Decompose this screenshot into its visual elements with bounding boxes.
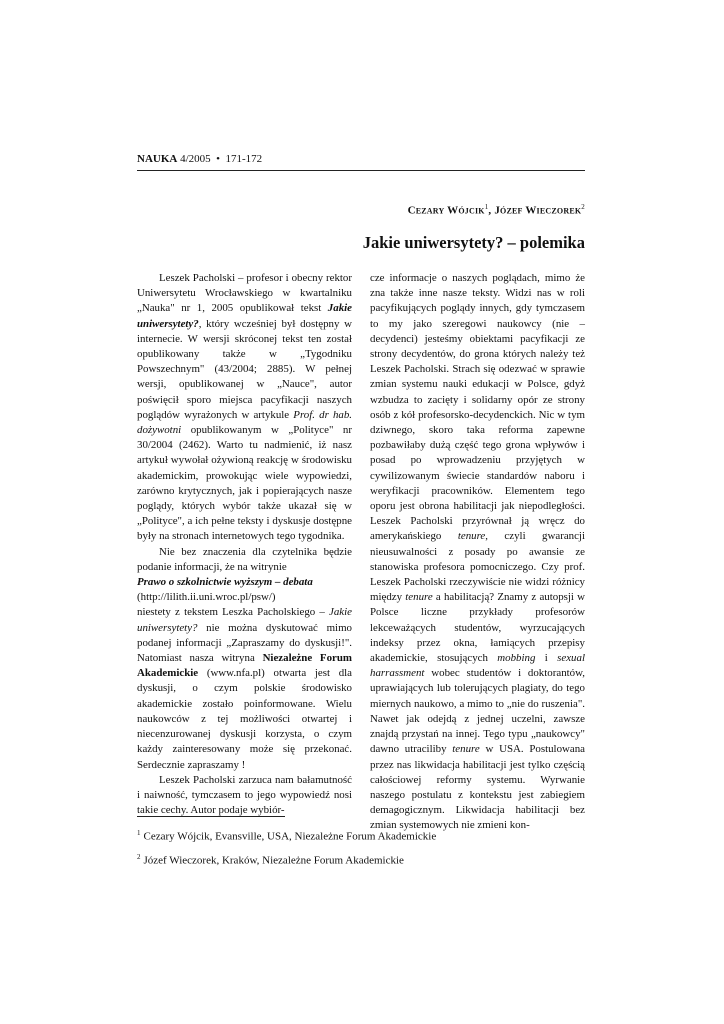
footnote-1-number: 1 xyxy=(137,829,141,837)
p1-text-b: , który wcześniej był dostępny w internecie. W wersji skróconej tekst ten został opublikowany także w „Tygodniku Powszechnym" (43/2004; 2885). W pełnej wersji, opublikowanej w „Nauce", autor poświęcił sporo miejsca pacyfikacji naszych poglądów wyrażonych w artykule xyxy=(137,317,352,421)
p2-cited-title: Jakie uniwersytety? xyxy=(137,606,352,634)
footnote-1-text: Cezary Wójcik, Evansville, USA, Niezależne Forum Akademickie xyxy=(143,830,437,843)
r-text-c: a habilitacją? Znamy z autopsji w Polsce liczne przykłady profesorów lekceważących studentów, wyrzucających indeksy przez okna, łamiących przepisy akademickie, stosujących xyxy=(370,591,585,665)
p2-text-c: nie można dyskutować mimo podanej informacji „Zapraszamy do dyskusji!". Natomiast nasza witryna xyxy=(137,621,352,665)
paragraph-3-continued xyxy=(370,271,585,834)
site-url: (http://lilith.ii.uni.wroc.pl/psw/) xyxy=(137,591,276,604)
p1-text-c: opublikowanym w „Polityce" nr 30/2004 (2462). Warto tu nadmienić, iż nasz artykuł wywołał ożywioną reakcję w środowisku akademickim, prowokując wiele wypowiedzi, zarówno krytycznych, jak i popierających nasze poglądy, których wybór także ukazał się w „Polityce", a ich pełne teksty i dyskusje dostępne były na stronach internetowych tego tygodnika. xyxy=(137,424,352,543)
footnote-rule xyxy=(137,816,285,817)
authors xyxy=(408,203,585,217)
r-text-b: , czyli gwarancji nieusuwalności z posady po awansie ze stanowiska profesora pomocniczego. Czy prof. Leszek Pacholski rzeczywiście nie widzi różnicy między xyxy=(370,530,585,604)
footnote-2-number: 2 xyxy=(137,853,141,861)
header-separator: • xyxy=(216,153,221,165)
r-tenure-3: tenure xyxy=(452,743,480,756)
r-harassment: sexual harrassment xyxy=(370,652,585,680)
running-header xyxy=(137,153,585,165)
author-1: Cezary Wójcik xyxy=(407,204,485,217)
journal-issue: 4/2005 xyxy=(180,153,211,165)
p2-text-d: (www.nfa.pl) otwarta jest dla dyskusji, o czym polskie środowisko akademickie zostało poinformowane. Wielu naukowców z tej możliwości otwartej i niecenzurowanej dyskusji korzysta, o czym każdy zainteresowany może się przekonać. Serdecznie zapraszamy ! xyxy=(137,667,352,771)
author-2: Józef Wieczorek xyxy=(494,204,582,217)
page-range: 171-172 xyxy=(225,153,263,165)
article-title: Jakie uniwersytety? – polemika xyxy=(362,233,585,252)
r-tenure-1: tenure xyxy=(457,530,486,543)
author-1-footnote-ref: 1 xyxy=(484,203,489,211)
paragraph-2-body xyxy=(137,605,352,772)
r-mobbing: mobbing xyxy=(497,652,536,665)
r-text-a: cze informacje o naszych poglądach, mimo że zna także inne nasze teksty. Widzi nas w roli pacyfikujących poglądy innych, gdy tymczasem to my jako szeregowi naukowcy (nie – decydenci) jesteśmy obiektami pacyfikacji ze strony decydentów, do grona których należy też Leszek Pacholski. Strach się odezwać w sprawie zmian systemu nauki edukacji w Polsce, gdyż wzbudza to zacięty i solidarny opór ze strony osób z kół profesorsko-decydenckich. Nic w tym dziwnego, skoro taka reforma zapewne pozbawiłaby dużą część tego grona wpływów i posad po wprowadzeniu przyjętych w cywilizowanym świecie standardów naboru i weryfikacji pracowników. Elementem tego oporu jest obrona habilitacji jak niepodległości. Leszek Pacholski przyrównał ją wręcz do amerykańskiego xyxy=(370,272,585,543)
p2-forum-name: Niezależne Forum Akademickie xyxy=(137,652,352,680)
paragraph-1 xyxy=(137,271,352,545)
p1-cited-article: Prof. dr hab. dożywotni xyxy=(137,408,353,437)
header-rule xyxy=(137,170,585,171)
r-tenure-2: tenure xyxy=(405,591,433,604)
p2-text-b: niestety z tekstem Leszka Pacholskiego – xyxy=(137,606,330,619)
left-column xyxy=(137,271,352,818)
journal-name: NAUKA xyxy=(137,153,178,165)
right-column xyxy=(370,271,585,834)
r-text-f: w USA. Postulowana przez nas likwidacja habilitacji jest tylko częścią całościowej reformy systemu. Wyrwanie naszego postulatu z kontekstu jest zabiegiem demagogicznym. Likwidacja habilitacji bez zmian systemowych nie zmieni kon- xyxy=(370,743,585,832)
author-separator: , xyxy=(488,204,495,217)
paragraph-2-intro: Nie bez znaczenia dla czytelnika będzie podanie informacji, że na witrynie xyxy=(137,545,352,573)
p1-cited-title: Jakie uniwersytety? xyxy=(137,302,352,330)
p1-text-a: Leszek Pacholski – profesor i obecny rektor Uniwersytetu Wrocławskiego w kwartalniku „Nauka" nr 1, 2005 opublikował tekst xyxy=(137,272,352,315)
site-name: Prawo o szkolnictwie wyższym – debata xyxy=(137,576,313,589)
r-text-e: wobec studentów i doktorantów, uprawiających lub tolerujących plagiaty, do tego miernych naukowo, a mimo to „nie do ruszenia". Nawet jak odejdą z jednej uczelni, zawsze znajdą przystań na innej. Tego typu „naukowcy" dawno utraciliby xyxy=(370,667,585,756)
r-text-d: i xyxy=(535,652,558,665)
author-2-footnote-ref: 2 xyxy=(581,203,585,211)
footnote-2 xyxy=(137,853,404,867)
footnote-1 xyxy=(137,829,436,843)
paragraph-3: Leszek Pacholski zarzuca nam bałamutność i naiwność, tymczasem to jego wypowiedź nosi takie cechy. Autor podaje wybiór- xyxy=(137,773,352,817)
footnote-2-text: Józef Wieczorek, Kraków, Niezależne Forum Akademickie xyxy=(143,854,404,867)
